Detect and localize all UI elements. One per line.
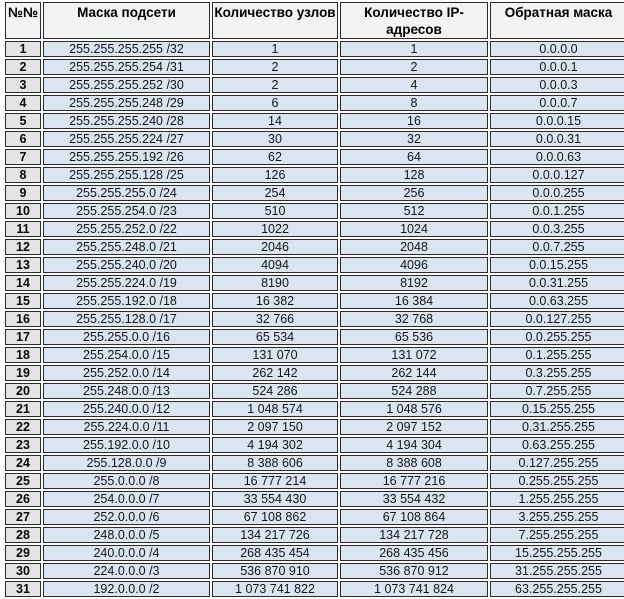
cell-subnet-mask: 252.0.0.0 /6 — [43, 509, 210, 525]
cell-subnet-mask: 255.255.254.0 /23 — [43, 203, 210, 219]
cell-host-count: 8190 — [212, 275, 338, 291]
cell-host-count: 4 194 302 — [212, 437, 338, 453]
cell-wildcard-mask: 1.255.255.255 — [490, 491, 624, 507]
cell-subnet-mask: 255.255.224.0 /19 — [43, 275, 210, 291]
cell-host-count: 30 — [212, 131, 338, 147]
cell-number: 8 — [5, 167, 41, 183]
cell-host-count: 1 — [212, 41, 338, 57]
table-row — [5, 59, 624, 75]
cell-wildcard-mask: 0.0.0.127 — [490, 167, 624, 183]
table-row — [5, 455, 624, 471]
table-row — [5, 347, 624, 363]
table-row — [5, 311, 624, 327]
cell-ip-count: 32 — [340, 131, 488, 147]
cell-wildcard-mask: 0.0.0.15 — [490, 113, 624, 129]
cell-host-count: 32 766 — [212, 311, 338, 327]
cell-host-count: 126 — [212, 167, 338, 183]
cell-host-count: 1 073 741 822 — [212, 581, 338, 597]
cell-wildcard-mask: 0.0.0.31 — [490, 131, 624, 147]
cell-host-count: 2 — [212, 77, 338, 93]
header-number: №№ — [5, 2, 41, 39]
cell-subnet-mask: 240.0.0.0 /4 — [43, 545, 210, 561]
cell-host-count: 2 097 150 — [212, 419, 338, 435]
cell-subnet-mask: 255.224.0.0 /11 — [43, 419, 210, 435]
cell-ip-count: 4096 — [340, 257, 488, 273]
cell-wildcard-mask: 0.0.0.255 — [490, 185, 624, 201]
cell-host-count: 536 870 910 — [212, 563, 338, 579]
cell-ip-count: 131 072 — [340, 347, 488, 363]
cell-host-count: 6 — [212, 95, 338, 111]
table-row — [5, 77, 624, 93]
cell-wildcard-mask: 0.0.7.255 — [490, 239, 624, 255]
table-row — [5, 329, 624, 345]
cell-host-count: 16 382 — [212, 293, 338, 309]
cell-number: 28 — [5, 527, 41, 543]
cell-number: 27 — [5, 509, 41, 525]
cell-number: 29 — [5, 545, 41, 561]
cell-wildcard-mask: 0.0.0.7 — [490, 95, 624, 111]
cell-wildcard-mask: 0.0.63.255 — [490, 293, 624, 309]
cell-number: 21 — [5, 401, 41, 417]
cell-number: 31 — [5, 581, 41, 597]
cell-subnet-mask: 255.0.0.0 /8 — [43, 473, 210, 489]
cell-ip-count: 1024 — [340, 221, 488, 237]
table-row — [5, 293, 624, 309]
cell-wildcard-mask: 0.0.15.255 — [490, 257, 624, 273]
cell-number: 9 — [5, 185, 41, 201]
cell-ip-count: 134 217 728 — [340, 527, 488, 543]
cell-ip-count: 8192 — [340, 275, 488, 291]
cell-wildcard-mask: 0.15.255.255 — [490, 401, 624, 417]
cell-wildcard-mask: 0.31.255.255 — [490, 419, 624, 435]
cell-wildcard-mask: 0.1.255.255 — [490, 347, 624, 363]
cell-host-count: 1022 — [212, 221, 338, 237]
cell-ip-count: 4 — [340, 77, 488, 93]
cell-host-count: 33 554 430 — [212, 491, 338, 507]
cell-subnet-mask: 192.0.0.0 /2 — [43, 581, 210, 597]
table-row — [5, 563, 624, 579]
table-row — [5, 41, 624, 57]
cell-wildcard-mask: 0.127.255.255 — [490, 455, 624, 471]
table-header-row — [5, 2, 624, 39]
cell-wildcard-mask: 3.255.255.255 — [490, 509, 624, 525]
table-row — [5, 167, 624, 183]
cell-ip-count: 65 536 — [340, 329, 488, 345]
cell-wildcard-mask: 0.0.0.63 — [490, 149, 624, 165]
cell-host-count: 4094 — [212, 257, 338, 273]
table-row — [5, 149, 624, 165]
cell-subnet-mask: 255.192.0.0 /10 — [43, 437, 210, 453]
cell-wildcard-mask: 0.3.255.255 — [490, 365, 624, 381]
cell-host-count: 131 070 — [212, 347, 338, 363]
cell-ip-count: 524 288 — [340, 383, 488, 399]
cell-number: 22 — [5, 419, 41, 435]
table-row — [5, 365, 624, 381]
cell-subnet-mask: 255.255.255.192 /26 — [43, 149, 210, 165]
cell-ip-count: 64 — [340, 149, 488, 165]
cell-number: 1 — [5, 41, 41, 57]
cell-subnet-mask: 255.240.0.0 /12 — [43, 401, 210, 417]
cell-ip-count: 16 384 — [340, 293, 488, 309]
cell-host-count: 8 388 606 — [212, 455, 338, 471]
cell-host-count: 254 — [212, 185, 338, 201]
cell-number: 30 — [5, 563, 41, 579]
cell-subnet-mask: 255.255.255.128 /25 — [43, 167, 210, 183]
table-row — [5, 239, 624, 255]
header-wildcard-mask: Обратная маска — [490, 2, 624, 39]
table-row — [5, 185, 624, 201]
cell-subnet-mask: 255.255.255.0 /24 — [43, 185, 210, 201]
table-row — [5, 527, 624, 543]
table-row — [5, 221, 624, 237]
cell-subnet-mask: 255.255.255.248 /29 — [43, 95, 210, 111]
cell-host-count: 524 286 — [212, 383, 338, 399]
table-row — [5, 473, 624, 489]
cell-number: 16 — [5, 311, 41, 327]
cell-number: 2 — [5, 59, 41, 75]
cell-ip-count: 512 — [340, 203, 488, 219]
cell-subnet-mask: 248.0.0.0 /5 — [43, 527, 210, 543]
cell-ip-count: 16 — [340, 113, 488, 129]
cell-wildcard-mask: 7.255.255.255 — [490, 527, 624, 543]
cell-wildcard-mask: 0.63.255.255 — [490, 437, 624, 453]
cell-ip-count: 1 048 576 — [340, 401, 488, 417]
cell-ip-count: 33 554 432 — [340, 491, 488, 507]
cell-ip-count: 2 — [340, 59, 488, 75]
cell-subnet-mask: 255.255.240.0 /20 — [43, 257, 210, 273]
cell-subnet-mask: 255.255.192.0 /18 — [43, 293, 210, 309]
cell-subnet-mask: 255.255.0.0 /16 — [43, 329, 210, 345]
cell-host-count: 67 108 862 — [212, 509, 338, 525]
cell-host-count: 2 — [212, 59, 338, 75]
table-row — [5, 437, 624, 453]
cell-subnet-mask: 255.255.252.0 /22 — [43, 221, 210, 237]
table-row — [5, 113, 624, 129]
cell-wildcard-mask: 0.0.0.1 — [490, 59, 624, 75]
cell-ip-count: 32 768 — [340, 311, 488, 327]
table-body — [5, 41, 624, 597]
cell-wildcard-mask: 0.0.3.255 — [490, 221, 624, 237]
cell-ip-count: 268 435 456 — [340, 545, 488, 561]
cell-subnet-mask: 254.0.0.0 /7 — [43, 491, 210, 507]
cell-number: 18 — [5, 347, 41, 363]
cell-ip-count: 1 073 741 824 — [340, 581, 488, 597]
cell-ip-count: 16 777 216 — [340, 473, 488, 489]
header-subnet-mask: Маска подсети — [43, 2, 210, 39]
table-row — [5, 491, 624, 507]
cell-number: 6 — [5, 131, 41, 147]
table-row — [5, 257, 624, 273]
cell-number: 26 — [5, 491, 41, 507]
table-row — [5, 131, 624, 147]
cell-subnet-mask: 255.255.128.0 /17 — [43, 311, 210, 327]
cell-host-count: 14 — [212, 113, 338, 129]
cell-number: 7 — [5, 149, 41, 165]
cell-wildcard-mask: 0.0.0.0 — [490, 41, 624, 57]
cell-number: 5 — [5, 113, 41, 129]
cell-number: 17 — [5, 329, 41, 345]
cell-number: 23 — [5, 437, 41, 453]
cell-ip-count: 67 108 864 — [340, 509, 488, 525]
cell-subnet-mask: 255.254.0.0 /15 — [43, 347, 210, 363]
cell-host-count: 268 435 454 — [212, 545, 338, 561]
table-row — [5, 203, 624, 219]
cell-wildcard-mask: 0.0.255.255 — [490, 329, 624, 345]
cell-subnet-mask: 255.255.255.240 /28 — [43, 113, 210, 129]
cell-ip-count: 1 — [340, 41, 488, 57]
table-row — [5, 545, 624, 561]
cell-host-count: 2046 — [212, 239, 338, 255]
cell-wildcard-mask: 31.255.255.255 — [490, 563, 624, 579]
table-row — [5, 419, 624, 435]
cell-number: 11 — [5, 221, 41, 237]
cell-ip-count: 2 097 152 — [340, 419, 488, 435]
cell-subnet-mask: 255.255.255.252 /30 — [43, 77, 210, 93]
table-header — [5, 2, 624, 39]
cell-ip-count: 8 — [340, 95, 488, 111]
cell-subnet-mask: 255.255.248.0 /21 — [43, 239, 210, 255]
cell-wildcard-mask: 0.0.0.3 — [490, 77, 624, 93]
cell-ip-count: 262 144 — [340, 365, 488, 381]
cell-host-count: 1 048 574 — [212, 401, 338, 417]
cell-subnet-mask: 255.255.255.224 /27 — [43, 131, 210, 147]
cell-ip-count: 256 — [340, 185, 488, 201]
header-host-count: Количество узлов — [212, 2, 338, 39]
cell-wildcard-mask: 15.255.255.255 — [490, 545, 624, 561]
cell-wildcard-mask: 0.255.255.255 — [490, 473, 624, 489]
table-row — [5, 383, 624, 399]
cell-wildcard-mask: 0.0.31.255 — [490, 275, 624, 291]
cell-number: 3 — [5, 77, 41, 93]
cell-subnet-mask: 224.0.0.0 /3 — [43, 563, 210, 579]
cell-host-count: 62 — [212, 149, 338, 165]
cell-subnet-mask: 255.248.0.0 /13 — [43, 383, 210, 399]
cell-ip-count: 536 870 912 — [340, 563, 488, 579]
cell-ip-count: 128 — [340, 167, 488, 183]
table-row — [5, 581, 624, 597]
cell-subnet-mask: 255.255.255.254 /31 — [43, 59, 210, 75]
cell-ip-count: 8 388 608 — [340, 455, 488, 471]
subnet-mask-table — [3, 0, 624, 599]
cell-subnet-mask: 255.128.0.0 /9 — [43, 455, 210, 471]
table-row — [5, 401, 624, 417]
cell-wildcard-mask: 0.0.127.255 — [490, 311, 624, 327]
cell-host-count: 65 534 — [212, 329, 338, 345]
cell-number: 24 — [5, 455, 41, 471]
cell-number: 12 — [5, 239, 41, 255]
table-row — [5, 275, 624, 291]
table-row — [5, 509, 624, 525]
cell-subnet-mask: 255.252.0.0 /14 — [43, 365, 210, 381]
cell-ip-count: 2048 — [340, 239, 488, 255]
cell-number: 15 — [5, 293, 41, 309]
cell-number: 19 — [5, 365, 41, 381]
cell-number: 14 — [5, 275, 41, 291]
cell-ip-count: 4 194 304 — [340, 437, 488, 453]
cell-number: 20 — [5, 383, 41, 399]
cell-host-count: 262 142 — [212, 365, 338, 381]
cell-number: 13 — [5, 257, 41, 273]
cell-subnet-mask: 255.255.255.255 /32 — [43, 41, 210, 57]
table-row — [5, 95, 624, 111]
cell-host-count: 134 217 726 — [212, 527, 338, 543]
cell-number: 25 — [5, 473, 41, 489]
cell-host-count: 510 — [212, 203, 338, 219]
cell-number: 10 — [5, 203, 41, 219]
cell-number: 4 — [5, 95, 41, 111]
cell-wildcard-mask: 0.7.255.255 — [490, 383, 624, 399]
cell-host-count: 16 777 214 — [212, 473, 338, 489]
cell-wildcard-mask: 0.0.1.255 — [490, 203, 624, 219]
header-ip-count: Количество IP-адресов — [340, 2, 488, 39]
cell-wildcard-mask: 63.255.255.255 — [490, 581, 624, 597]
